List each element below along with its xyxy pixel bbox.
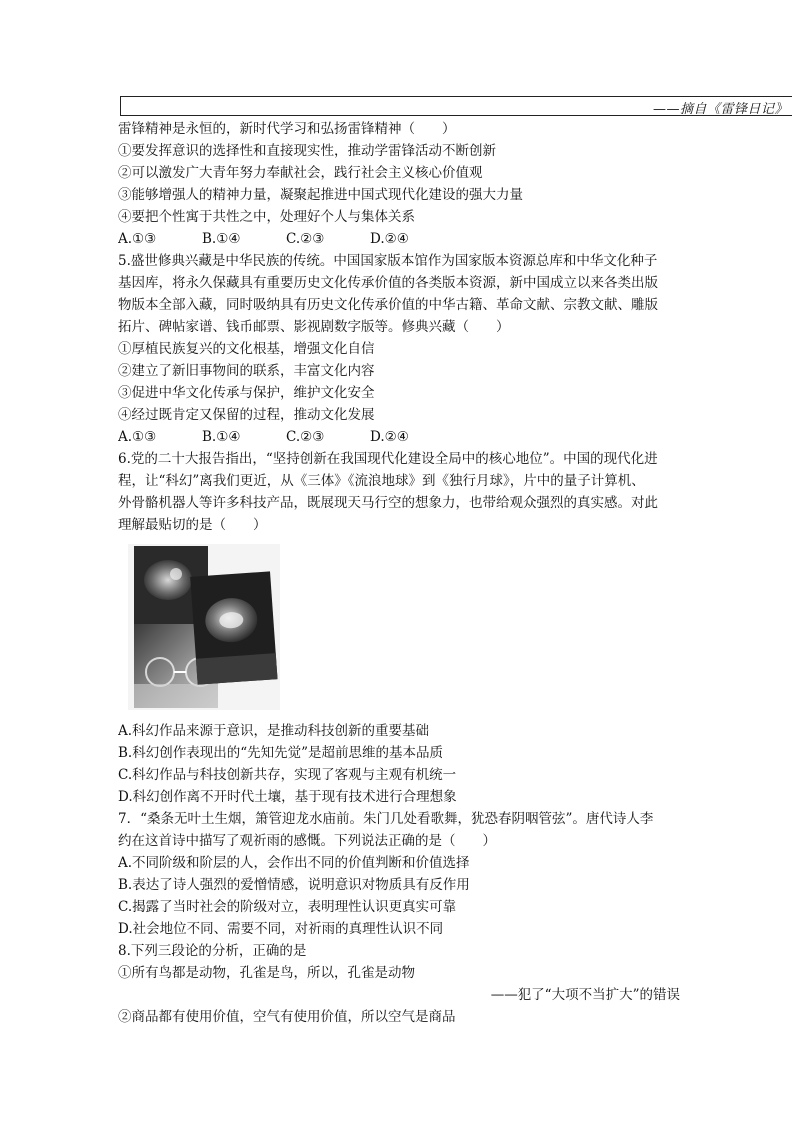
quote-box bbox=[120, 96, 792, 116]
q5-stem-line-1: 5.盛世修典兴藏是中华民族的传统。中国国家版本馆作为国家版本资源总库和中华文化种子 bbox=[118, 253, 658, 269]
q7-stem-line-2: 约在这首诗中描写了观祈雨的感慨。下列说法正确的是（ ） bbox=[118, 833, 496, 849]
q7-option-b: B.表达了诗人强烈的爱憎情感，说明意识对物质具有反作用 bbox=[118, 877, 470, 893]
q4-item-3: ③能够增强人的精神力量，凝聚起推进中国式现代化建设的强大力量 bbox=[118, 187, 523, 203]
q4-item-1: ①要发挥意识的选择性和直接现实性，推动学雷锋活动不断创新 bbox=[118, 143, 496, 159]
q6-stem-line-3: 外骨骼机器人等许多科技产品，既展现天马行空的想象力，也带给观众强烈的真实感。对此 bbox=[118, 495, 658, 511]
q5-item-2: ②建立了新旧事物间的联系，丰富文化内容 bbox=[118, 363, 375, 379]
q4-option-d: D.②④ bbox=[370, 231, 409, 247]
q5-option-d: D.②④ bbox=[370, 429, 409, 445]
q6-option-a: A.科幻作品来源于意识，是推动科技创新的重要基础 bbox=[118, 723, 430, 739]
q4-option-c: C.②③ bbox=[286, 231, 325, 247]
scifi-film-stills-image bbox=[128, 544, 280, 710]
q7-option-d: D.社会地位不同、需要不同，对祈雨的真理性认识不同 bbox=[118, 921, 444, 937]
q7-stem-line-1: 7．“桑条无叶土生烟，箫管迎龙水庙前。朱门几处看歌舞，犹恐春阴咽管弦”。唐代诗人李 bbox=[118, 811, 654, 827]
q4-stem: 雷锋精神是永恒的，新时代学习和弘扬雷锋精神（ ） bbox=[118, 121, 456, 137]
q5-stem-line-3: 物版本全部入藏，同时吸纳具有历史文化传承价值的中华古籍、革命文献、宗教文献、雕版 bbox=[118, 297, 658, 313]
q5-option-c: C.②③ bbox=[286, 429, 325, 445]
q8-item-1: ①所有鸟都是动物，孔雀是鸟，所以，孔雀是动物 bbox=[118, 965, 415, 981]
q4-option-a: A.①③ bbox=[118, 231, 157, 247]
q6-stem-line-1: 6.党的二十大报告指出，“坚持创新在我国现代化建设全局中的核心地位”。中国的现代化进 bbox=[118, 451, 658, 467]
q6-stem-line-4: 理解最贴切的是（ ） bbox=[118, 517, 267, 533]
q8-item-1-note: ——犯了“大项不当扩大”的错误 bbox=[490, 987, 680, 1003]
q6-option-c: C.科幻作品与科技创新共存，实现了客观与主观有机统一 bbox=[118, 767, 457, 783]
q5-options bbox=[118, 426, 688, 448]
q6-stem-line-2: 程，让“科幻”离我们更近，从《三体》《流浪地球》到《独行月球》，片中的量子计算机、 bbox=[118, 473, 645, 489]
q4-item-4: ④要把个性寓于共性之中，处理好个人与集体关系 bbox=[118, 209, 415, 225]
quote-source: ——摘自《雷锋日记》 bbox=[652, 102, 788, 117]
q4-option-b: B.①④ bbox=[202, 231, 241, 247]
q6-option-b: B.科幻创作表现出的“先知先觉”是超前思维的基本品质 bbox=[118, 745, 444, 761]
q8-stem: 8.下列三段论的分析，正确的是 bbox=[118, 943, 307, 959]
q4-options bbox=[118, 228, 688, 250]
q6-option-d: D.科幻创作离不开时代土壤，基于现有技术进行合理想象 bbox=[118, 789, 457, 805]
q5-option-a: A.①③ bbox=[118, 429, 157, 445]
q5-option-b: B.①④ bbox=[202, 429, 241, 445]
q5-stem-line-2: 基因库，将永久保藏具有重要历史文化传承价值的各类版本资源，新中国成立以来各类出版 bbox=[118, 275, 658, 291]
q5-item-3: ③促进中华文化传承与保护，维护文化安全 bbox=[118, 385, 375, 401]
q7-option-c: C.揭露了当时社会的阶级对立，表明理性认识更真实可靠 bbox=[118, 899, 457, 915]
questions-content bbox=[118, 118, 688, 1028]
q5-item-1: ①厚植民族复兴的文化根基，增强文化自信 bbox=[118, 341, 375, 357]
q4-item-2: ②可以激发广大青年努力奉献社会，践行社会主义核心价值观 bbox=[118, 165, 483, 181]
q7-option-a: A.不同阶级和阶层的人，会作出不同的价值判断和价值选择 bbox=[118, 855, 470, 871]
q5-stem-line-4: 拓片、碑帖家谱、钱币邮票、影视剧数字版等。修典兴藏（ ） bbox=[118, 319, 510, 335]
q5-item-4: ④经过既肯定又保留的过程，推动文化发展 bbox=[118, 407, 375, 423]
q8-item-2: ②商品都有使用价值，空气有使用价值，所以空气是商品 bbox=[118, 1009, 456, 1025]
